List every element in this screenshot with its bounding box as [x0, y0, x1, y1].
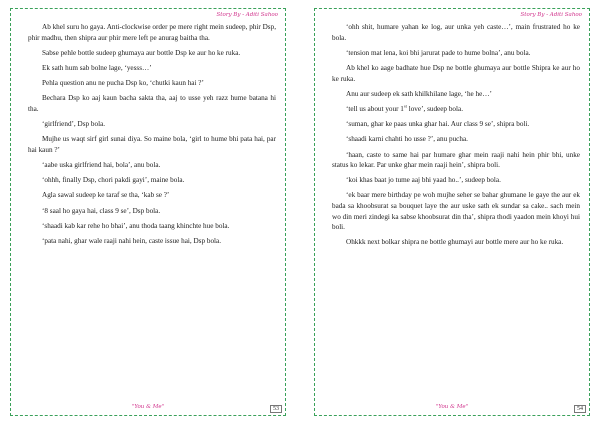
paragraph-tell-us [332, 104, 580, 115]
page-footer: "You & Me" [435, 404, 469, 410]
paragraph: Mujhe us waqt sirf girl sunai diya. So maine bola, ‘girl to hume bhi pata hai, par hai kaun ?’ [28, 135, 276, 154]
paragraph: ‘girlfriend’, Dsp bola. [42, 120, 106, 129]
page-body [28, 22, 276, 251]
paragraph: Bechara Dsp ko aaj kaun bacha sakta tha, aaj to usse yeh razz hume batana hi tha. [28, 94, 276, 113]
paragraph: Ek sath hum sab bolne lage, ‘yesss…’ [42, 63, 152, 72]
page-header: Story By - Aditi Sahoo [520, 12, 582, 18]
page-number: 54 [574, 405, 586, 413]
paragraph: Sabse pehle bottle sudeep ghumaya aur bottle Dsp ke aur ho ke ruka. [42, 48, 241, 57]
left-page [8, 6, 288, 418]
paragraph: ‘8 saal ho gaya hai, class 9 se’, Dsp bola. [42, 206, 161, 215]
superscript: st [403, 103, 407, 109]
paragraph: ‘aabe uska girlfriend hai, bola’, anu bola. [42, 161, 161, 170]
page-body [332, 22, 580, 253]
paragraph: Agla sawal sudeep ke taraf se tha, ‘kab se ?’ [42, 191, 170, 200]
paragraph: ‘koi khas baat jo tume aaj bhi yaad ho..’, sudeep bola. [346, 176, 501, 185]
paragraph: ‘tension mat lena, koi bhi jarurat pade to hume bolna’, anu bola. [346, 48, 531, 57]
text-segment: love’, sudeep bola. [406, 104, 463, 113]
paragraph: ‘ek baar mere birthday pe woh mujhe seher se bahar ghumane le gaye the aur ek bada sa khoobsurat sa bouquet laye the aur uske sath ek sundar sa cake.. sach mein wo din meri zindegi ka sabse khoobsurat din tha’, shipra thodi yaadon mein khoyi hui boli. [332, 191, 580, 232]
paragraph: ‘ohhh, finally Dsp, chori pakdi gayi’, maine bola. [42, 176, 185, 185]
text-segment: ‘tell us about your 1 [346, 104, 404, 113]
right-page [312, 6, 592, 418]
page-number: 53 [270, 405, 282, 413]
paragraph: Ab khel suru ho gaya. Anti-clockwise order pe mere right mein sudeep, phir Dsp, phir madhu, then shipra aur phir mere left pe anurag baitha tha. [28, 23, 276, 42]
paragraph: Anu aur sudeep ek sath khilkhilane lage, ‘he he…’ [346, 89, 492, 98]
paragraph: ‘pata nahi, ghar wale raaji nahi hein, caste issue hai, Dsp bola. [42, 237, 222, 246]
paragraph: ‘shaadi kab kar rehe ho bhai’, anu thoda taang khinchte hue bola. [42, 221, 230, 230]
paragraph: Ab khel ko aage badhate hue Dsp ne bottle ghumaya aur bottle Shipra ke aur ho ke ruka. [332, 63, 580, 83]
paragraph: ‘haan, caste to same hai par humare ghar mein raaji nahi hein phir bhi, unke status ko lekar. Par unke ghar mein raaji hein’, shipra boli. [332, 150, 580, 170]
page-header: Story By - Aditi Sahoo [216, 12, 278, 18]
paragraph: Pehla question anu ne pucha Dsp ko, ‘chutki kaun hai ?’ [42, 79, 204, 88]
paragraph: ‘suman, ghar ke paas unka ghar hai. Aur class 9 se’, shipra boli. [346, 120, 530, 129]
paragraph: ‘shaadi karni chahti ho usse ?’, anu pucha. [346, 135, 468, 144]
paragraph: Ohkkk next bolkar shipra ne bottle ghumayi aur bottle mere aur ho ke ruka. [346, 238, 564, 247]
page-footer: "You & Me" [131, 404, 165, 410]
paragraph: ‘ohh shit, humare yahan ke log, aur unka yeh caste…’, main frustrated ho ke bola. [332, 23, 580, 42]
